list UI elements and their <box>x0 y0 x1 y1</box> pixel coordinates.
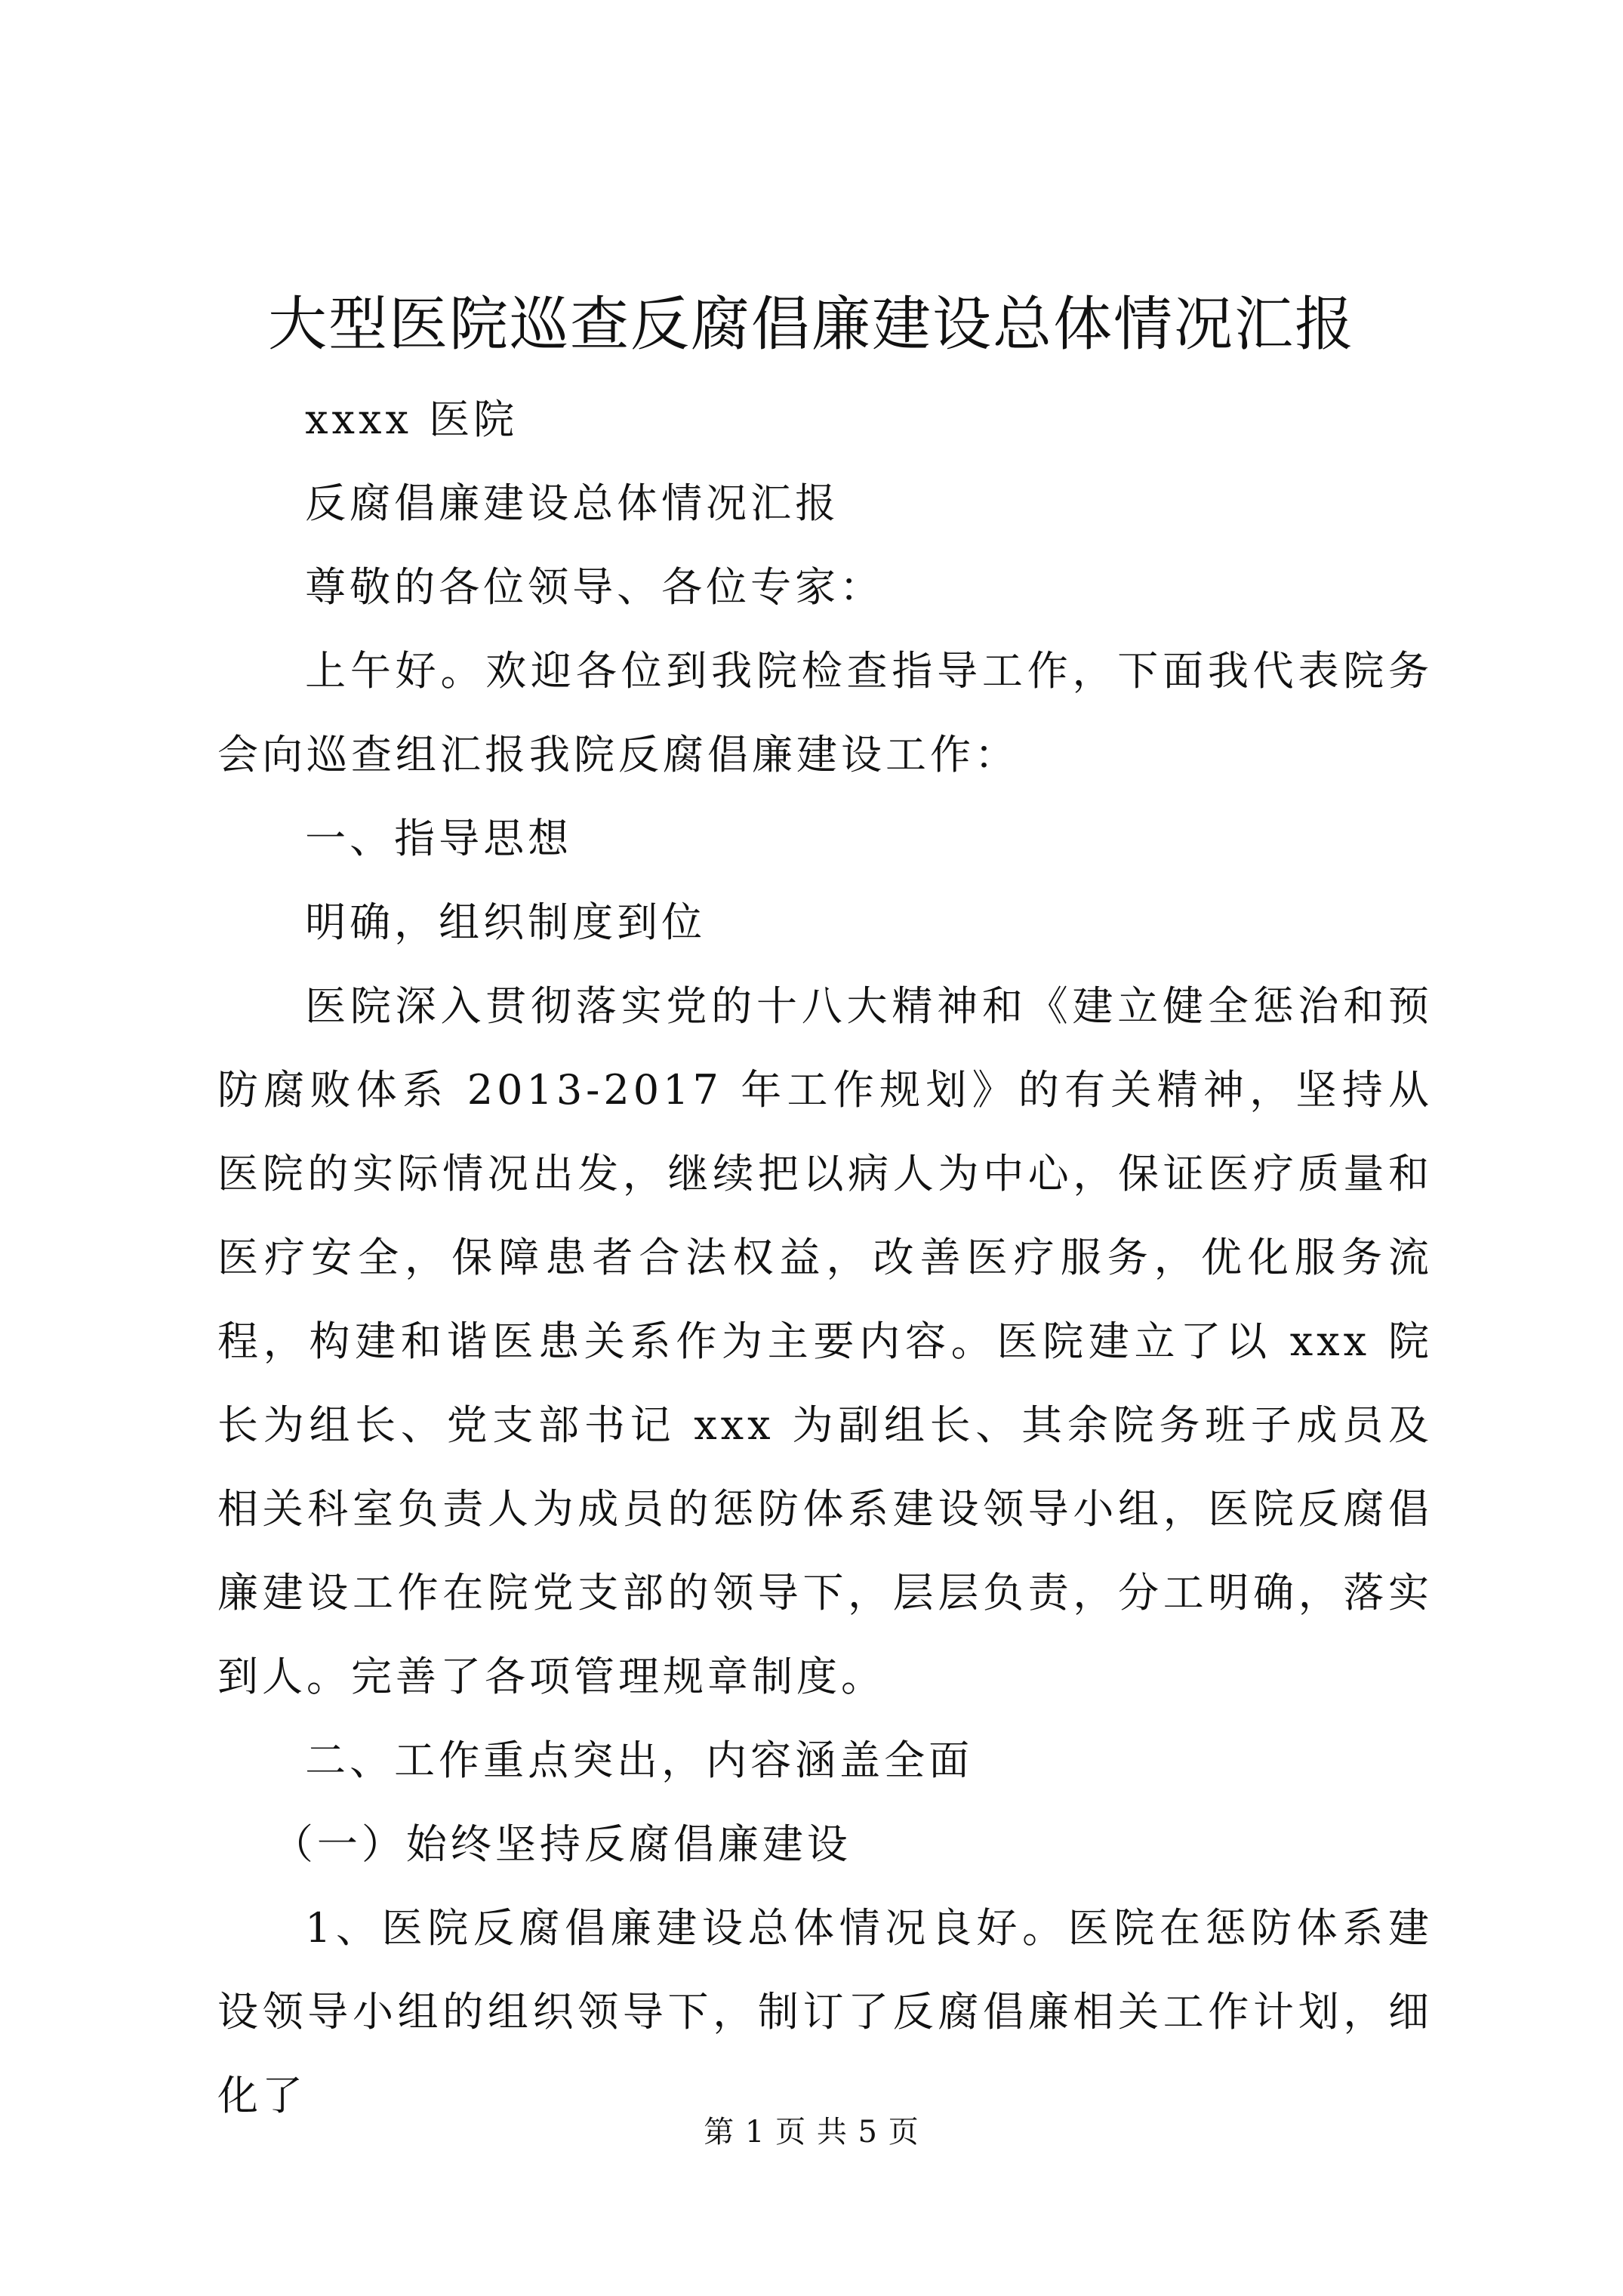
paragraph-overall-situation: 1、医院反腐倡廉建设总体情况良好。医院在惩防体系建设领导小组的组织领导下，制订了反腐倡廉相关工作计划，细化了 <box>217 1904 1433 2119</box>
paragraph-salutation: 尊敬的各位领导、各位专家： <box>305 563 885 611</box>
paragraph-hospital-name: xxxx 医院 <box>305 396 519 443</box>
paragraph-greeting: 上午好。欢迎各位到我院检查指导工作，下面我代表院务会向巡查组汇报我院反腐倡廉建设工作： <box>217 647 1433 778</box>
subsection-heading-anti-corruption: （一）始终坚持反腐倡廉建设 <box>272 1820 852 1868</box>
section-heading-work-focus: 二、工作重点突出，内容涵盖全面 <box>305 1737 974 1784</box>
document-title: 大型医院巡查反腐倡廉建设总体情况汇报 <box>267 291 1355 359</box>
paragraph-report-subtitle: 反腐倡廉建设总体情况汇报 <box>305 479 840 527</box>
document-body <box>217 378 1433 2137</box>
paragraph-main-body: 医院深入贯彻落实党的十八大精神和《建立健全惩治和预防腐败体系 2013-2017 年工作规划》的有关精神，坚持从医院的实际情况出发，继续把以病人为中心，保证医疗质量和医疗安全，保障患者合法权益，改善医疗服务，优化服务流程，构建和谐医患关系作为主要内容。医院建立了以 xxx 院长为组长、党支部书记 xxx 为副组长、其余院务班子成员及相关科室负责人为成员的惩防体系建设领导小组，医院反腐倡廉建设工作在院党支部的领导下，层层负责，分工明确，落实到人。完善了各项管理规章制度。 <box>217 982 1433 1700</box>
paragraph-organization: 明确，组织制度到位 <box>305 898 707 946</box>
section-heading-guiding-thought: 一、指导思想 <box>305 815 573 862</box>
page-footer: 第 1 页 共 5 页 <box>704 2115 919 2150</box>
